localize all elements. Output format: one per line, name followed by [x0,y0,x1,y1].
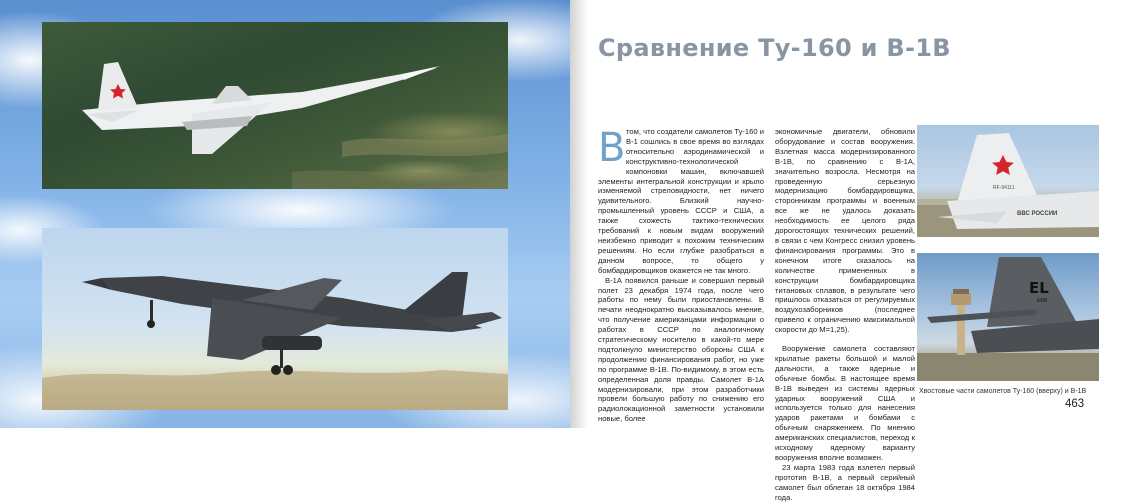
b1b-tail-photo [917,253,1099,381]
tail-serial-ru: RF-94111 [993,185,1015,191]
page-spine-shadow [570,0,588,428]
photo-caption: Хвостовые части самолетов Ту-160 (вверху) и В-1В [919,388,1087,395]
paragraph-first-flight: 23 марта 1983 года взлетел первый прототип В-1В, а первый серийный самолет был облетан 18 октября 1984 года. [775,462,915,502]
right-page [570,0,1140,502]
tu160-flight-photo [42,22,508,189]
paragraph-armament: Вооружение самолета составляют крылатые ракеты большой и малой дальности, а также ядерные и обычные бомбы. В настоящее время В-1В выведен из системы ядерных ударных вооружений США и используется только для нанесения ударов ракетами и бомбами с обычным снаряжением. По мнению американских специалистов, переход к исходному ядерному варианту вооружения вполне возможен. [775,344,915,462]
left-page [0,0,570,428]
b1b-aircraft-illustration [42,228,508,410]
tu160-tail-photo [917,125,1099,237]
paragraph-intro-text: том, что создатели самолетов Ту-160 и В-1 сошлись в свое время во взглядах относительно аэродинамической и конструктивно-технологической компоновки машин, включавшей элементы интегральной конструкции и крыло изменяемой стреловидности, нет ничего удивительного. Близкий научно-промышленный уровень СССР и США, а также схожесть тактико-технических требований к новым видам вооружений неизбежно приводит к похожим техническим решениям. Но если глубже разобраться в данном вопросе, то общего у бомбардировщиков окажется не так много. [598,127,764,275]
page-title: Сравнение Ту-160 и В-1В [598,34,951,62]
text-column-2 [775,127,915,503]
tail-label-vvs: ВВС РОССИИ [1017,211,1058,217]
tu160-tail-illustration [917,125,1099,237]
paragraph-b1a: В-1А появился раньше и совершил первый полет 23 декабря 1974 года, после чего работы по нему были приостановлены. В печати неоднократно высказывалось мнение, что получение американцами информации о работах в СССР по аналогичному стратегическому носителю в какой-то мере подтолкнуло министерство обороны США к продолжению финансирования работ, но уже по программе В-1В. По-видимому, в этом есть определенная доля правды. Самолет В-1А модернизировали, при этом разработчики провели большую работу по снижению его радиолокационной заметности установили новые, более [598,275,764,424]
tail-code-el: EL [1029,279,1049,297]
paragraph-continuation: экономичные двигатели, обновили оборудование и состав вооружения. Взлетная масса модернизированного В-1В, по сравнению с В-1А, значительно возросла. Несмотря на проведенную серьезную модернизацию бомбардировщика, сторонникам программы и военным все же не удалось доказать необходимость ее целого ряда дорогостоящих технических решений, в связи с чем Конгресс снизил уровень финансирования программы. Это в конечном итоге сказалось на количестве примененных в конструкции бомбардировщика титановых сплавов, в результате чего пришлось отказаться от регулируемых воздухозаборников (последнее привело к ограничению максимальной скорости до М=1,25). [775,127,915,335]
dropcap: В [598,125,626,171]
paragraph-intro [598,127,764,276]
b1b-flight-photo [42,228,508,410]
tu160-aircraft-illustration [42,22,508,189]
page-number: 463 [1065,398,1085,410]
b1b-tail-illustration [917,253,1099,381]
tail-serial-us: ERB [1037,298,1048,304]
text-column-1 [598,127,764,424]
